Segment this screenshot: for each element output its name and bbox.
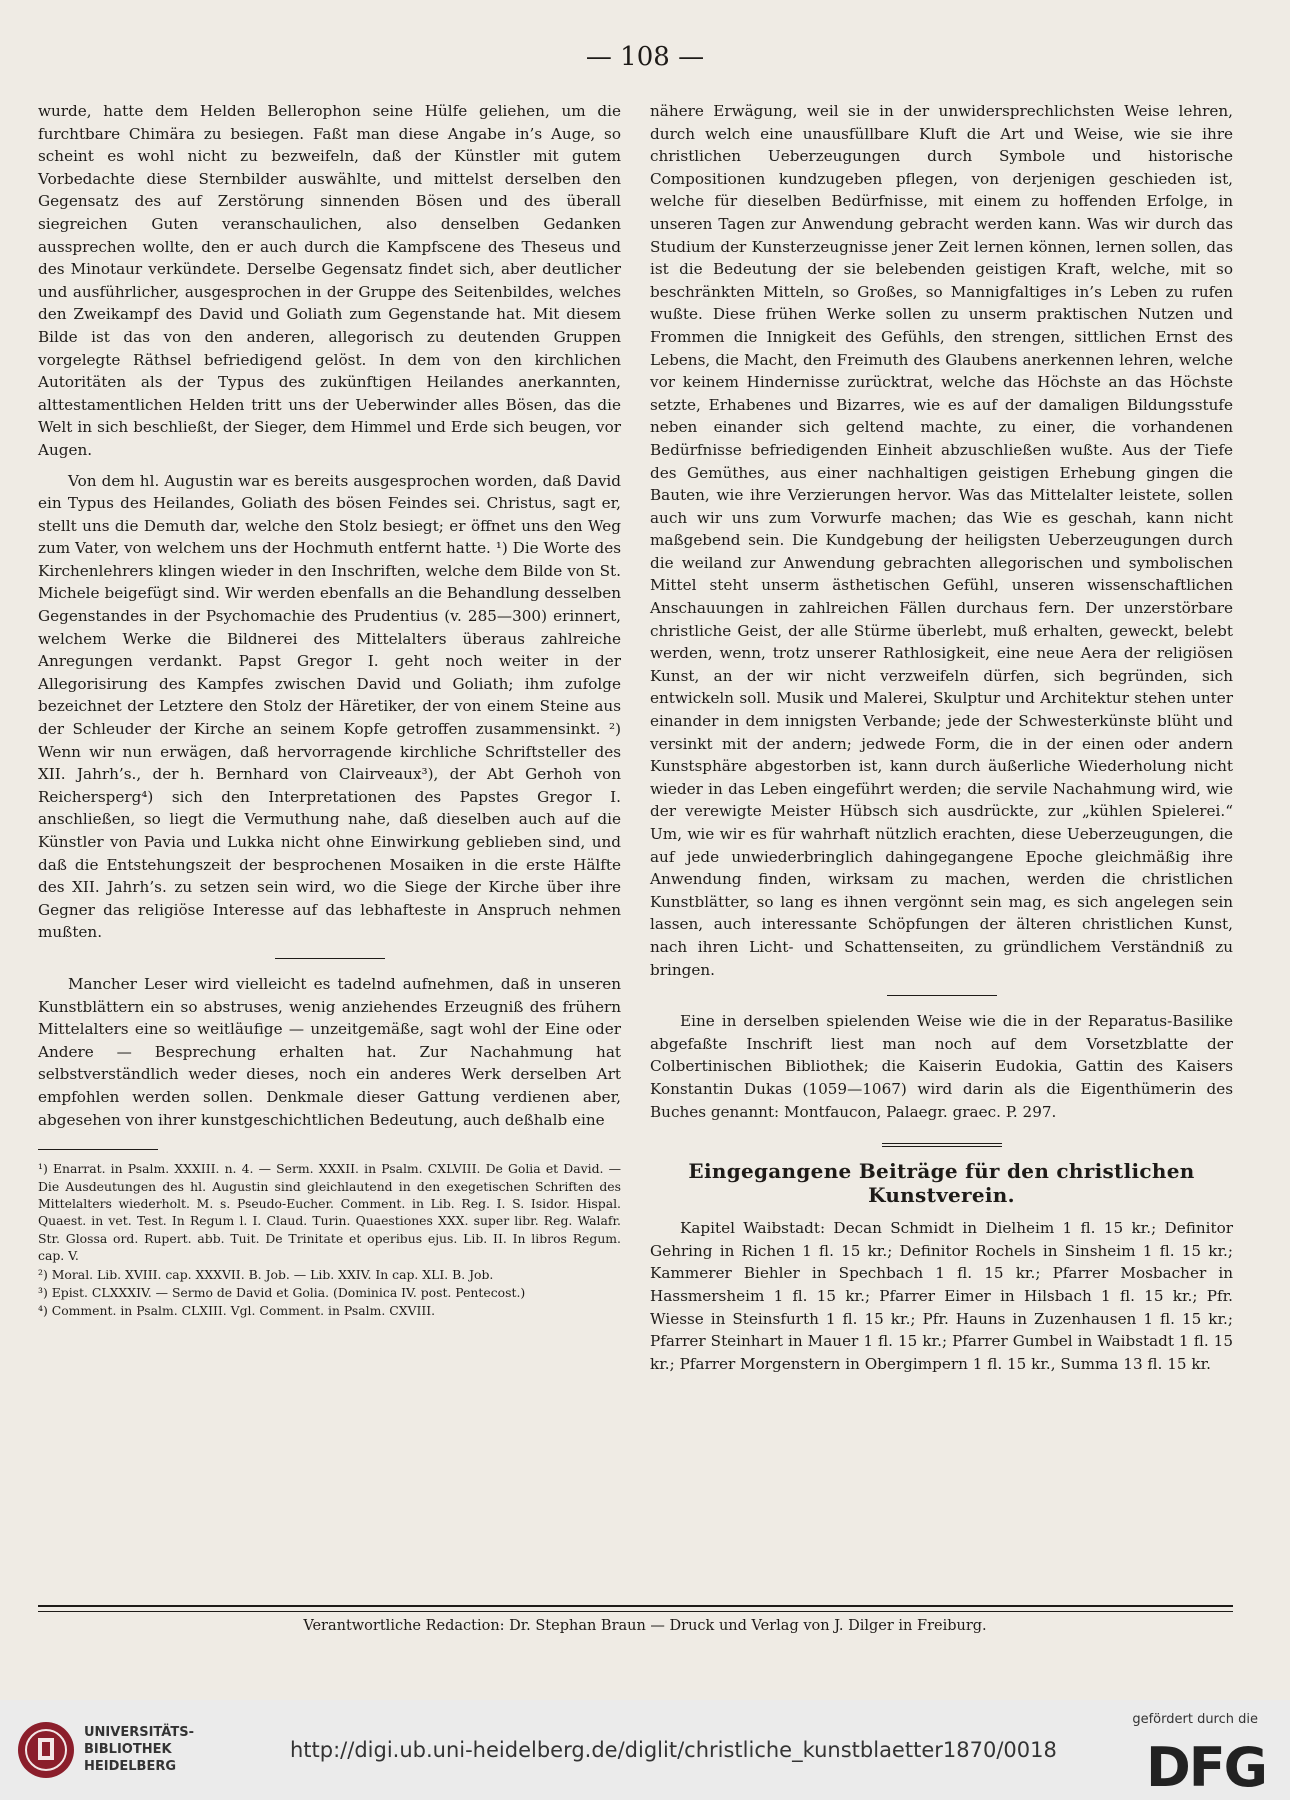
section-heading: Eingegangene Beiträge für den christlichen Kunstverein. [688, 1159, 1195, 1208]
footnote-4: ⁴) Comment. in Psalm. CLXIII. Vgl. Comment. in Psalm. CXVIII. [38, 1303, 436, 1319]
section-separator [887, 995, 997, 996]
left-paragraph-3: Mancher Leser wird vielleicht es tadelnd aufnehmen, daß in unseren Kunstblättern ein so abstruses, wenig anziehendes Erzeugniß des frühern Mittelalters eine so weitläufige — unzeitgemäße, sagt wohl der Eine oder Andere — Besprechung erhalten hat. Zur Nachahmung hat selbstverständlich weder dieses, noch ein anderes Werk derselben Art empfohlen werden sollen. Denkmale dieser Gattung verdienen aber, abgesehen von ihrer kunstgeschichtlichen Bedeutung, auch deßhalb eine [38, 974, 621, 1129]
right-paragraph-1: nähere Erwägung, weil sie in der unwidersprechlichsten Weise lehren, durch welch eine unausfüllbare Kluft die Art und Weise, wie sie ihre christlichen Ueberzeugungen durch Symbole und historische Compositionen kundzugeben pflegen, von derjenigen geschieden ist, welche für dieselben Bedürfnisse, mit einem zu hoffenden Erfolge, in unseren Tagen zur Anwendung gebracht werden kann. Was wir durch das Studium der Kunsterzeugnisse jener Zeit lernen können, lernen sollen, das ist die Bedeutung der sie belebenden geistigen Kraft, welche, mit so beschränkten Mitteln, so Großes, so Mannigfaltiges in’s Leben zu rufen wußte. Diese frühen Werke sollen zu unserm praktischen Nutzen und Frommen die Innigkeit des Gefühls, den strengen, sittlichen Ernst des Lebens, die Macht, den Freimuth des Glaubens anerkennen lehren, welche vor keinem Hindernisse zurücktrat, welche das Höchste an das Höchste setzte, Erhabenes und Bizarres, wie es auf der damaligen Bildungsstufe neben einander sich geltend machte, zu einer, die vorhandenen Bedürfnisse befriedigenden Einheit abzuschließen wußte. Aus der Tiefe des Gemüthes, aus einer nachhaltigen geistigen Erhebung gingen die Bauten, wie ihre Verzierungen hervor. Was das Mittelalter leistete, sollen auch wir uns zum Vorwurfe machen; das Wie es geschah, kann nicht maßgebend sein. Die Kundgebung der heiligsten Ueberzeugungen durch die weiland zur Anwendung gebrachten allegorischen und symbolischen Mittel steht unserm ästhetischen Gefühl, unseren wissenschaftlichen Anschauungen in zahlreichen Fällen durchaus fern. Der unzerstörbare christliche Geist, der alle Stürme überlebt, muß erhalten, geweckt, belebt werden, wenn, trotz unserer Rathlosigkeit, eine neue Aera der religiösen Kunst, an der wir nicht verzweifeln dürfen, sich begründen, sich entwickeln soll. Musik und Malerei, Skulptur und Architektur stehen unter einander in dem innigsten Verbande; jede der Schwesterkünste blüht und versinkt mit der andern; jedwede Form, die in der einen oder andern Kunstsphäre abgestorben ist, kann durch äußerliche Wiederholung nicht wieder in das Leben eingeführt werden; die servile Nachahmung wird, wie der verewigte Meister Hübsch sich ausdrückte, zur „kühlen Spielerei.“ Um, wie wir es für wahrhaft nützlich erachten, diese Ueberzeugungen, die auf jede unwiederbringlich dahingegangene Epoche gleichmäßig ihre Anwendung finden, wirksam zu machen, werden die christlichen Kunstblätter, so lang es ihnen vergönnt sein mag, es sich angelegen sein lassen, auch interessante Schöpfungen der älteren christlichen Kunst, nach ihren Licht- und Schattenseiten, zu gründlichem Verständniß zu bringen. [650, 102, 1233, 979]
contributions-list: Kapitel Waibstadt: Decan Schmidt in Dielheim 1 fl. 15 kr.; Definitor Gehring in Richen 1 fl. 15 kr.; Definitor Rochels in Sinsheim 1 fl. 15 kr.; Kammerer Biehler in Spechbach 1 fl. 15 kr.; Pfarrer Mosbacher in Hassmersheim 1 fl. 15 kr.; Pfarrer Eimer in Hilsbach 1 fl. 15 kr.; Pfr. Wiesse in Steinsfurth 1 fl. 15 kr.; Pfr. Hauns in Zuzenhausen 1 fl. 15 kr.; Pfarrer Steinhart in Mauer 1 fl. 15 kr.; Pfarrer Gumbel in Waibstadt 1 fl. 15 kr.; Pfarrer Morgenstern in Obergimpern 1 fl. 15 kr., Summa 13 fl. 15 kr. [650, 1219, 1233, 1373]
double-rule [882, 1143, 1002, 1147]
left-paragraph-1: wurde, hatte dem Helden Bellerophon seine Hülfe geliehen, um die furchtbare Chimära zu besiegen. Faßt man diese Angabe in’s Auge, so scheint es wohl nicht zu bezweifeln, daß der Künstler mit gutem Vorbedachte diese Sternbilder auswählte, und mittelst derselben den Gegensatz des auf Zerstörung sinnenden Bösen und des überall siegreichen Guten veranschaulichen, also denselben Gedanken aussprechen wollte, den er auch durch die Kampfscene des Theseus und des Minotaur verkündete. Derselbe Gegensatz findet sich, aber deutlicher und ausführlicher, ausgesprochen in der Gruppe des Seitenbildes, welches den Zweikampf des David und Goliath zum Gegenstande hat. Mit diesem Bilde ist das von den anderen, allegorisch zu deutenden Gruppen vorgelegte Räthsel befriedigend gelöst. In dem von den kirchlichen Autoritäten als der Typus des zukünftigen Heilandes anerkannten, alttestamentlichen Helden tritt uns der Ueberwinder alles Bösen, das die Welt in sich beschließt, der Sieger, dem Himmel und Erde sich beugen, vor Augen. [38, 102, 621, 459]
permalink-url[interactable]: http://digi.ub.uni-heidelberg.de/diglit/christliche_kunstblaetter1870/0018 [290, 1738, 1057, 1762]
bottom-rule-thick [38, 1605, 1233, 1607]
library-line-2: BIBLIOTHEK [84, 1742, 172, 1757]
page-number: — 108 — [585, 42, 705, 72]
footnote-3: ³) Epist. CLXXXIV. — Sermo de David et Golia. (Dominica IV. post. Pentecost.) [38, 1284, 526, 1300]
footnote-1: ¹) Enarrat. in Psalm. XXXIII. n. 4. — Serm. XXXII. in Psalm. CXLVIII. De Golia et David. — Die Ausdeutungen des hl. Augustin sind gleichlautend in den exegetischen Schriften des Mittelalters wiederholt. M. s. Pseudo-Eucher. Comment. in Lib. Reg. I. S. Isidor. Hispal. Quaest. in vet. Test. In Regum l. I. Claud. Turin. Quaestiones XXX. super libr. Reg. Walafr. Str. Glossa ord. Rupert. abb. Tuit. De Trinitate et operibus ejus. Lib. II. In libros Regum. cap. V. [38, 1161, 621, 1264]
left-column [38, 100, 621, 1321]
footnote-rule [38, 1149, 158, 1150]
right-paragraph-2: Eine in derselben spielenden Weise wie die in der Reparatus-Basilike abgefaßte Inschrift liest man noch auf dem Vorsetzblatte der Colbertinischen Bibliothek; die Kaiserin Eudokia, Gattin des Kaisers Konstantin Dukas (1059—1067) wird darin als die Eigenthümerin des Buches genannt: Montfaucon, Palaegr. graec. P. 297. [650, 1012, 1233, 1121]
section-separator [275, 958, 385, 959]
sponsor-text: gefördert durch die [1132, 1712, 1258, 1727]
library-line-3: HEIDELBERG [84, 1759, 177, 1774]
library-line-1: UNIVERSITÄTS- [84, 1725, 194, 1740]
right-column [650, 100, 1233, 1383]
bottom-rule-thin [38, 1611, 1233, 1612]
footnote-2: ²) Moral. Lib. XVIII. cap. XXXVII. B. Job. — Lib. XXIV. In cap. XLI. B. Job. [38, 1266, 494, 1282]
imprint-line: Verantwortliche Redaction: Dr. Stephan Braun — Druck und Verlag von J. Dilger in Freiburg. [303, 1618, 987, 1634]
viewer-footer [0, 1700, 1290, 1800]
left-paragraph-2: Von dem hl. Augustin war es bereits ausgesprochen worden, daß David ein Typus des Heilandes, Goliath des bösen Feindes sei. Christus, sagt er, stellt uns die Demuth dar, welche den Stolz besiegt; er öffnet uns den Weg zum Vater, von welchem uns der Hochmuth entfernt hatte. ¹) Die Worte des Kirchenlehrers klingen wieder in den Inschriften, welche dem Bilde von St. Michele beigefügt sind. Wir werden ebenfalls an die Behandlung desselben Gegenstandes in der Psychomachie des Prudentius (v. 285—300) erinnert, welchem Werke die Bildnerei des Mittelalters überaus zahlreiche Anregungen verdankt. Papst Gregor I. geht noch weiter in der Allegorisirung des Kampfes zwischen David und Goliath; ihm zufolge bezeichnet der Letztere den Stolz der Häretiker, der von einem Steine aus der Schleuder der Kirche an seinem Kopfe getroffen zusammensinkt. ²) Wenn wir nun erwägen, daß hervorragende kirchliche Schriftsteller des XII. Jahrh’s., der h. Bernhard von Clairveaux³), der Abt Gerhoh von Reichersperg⁴) sich den Interpretationen des Papstes Gregor I. anschließen, so liegt die Vermuthung nahe, daß dieselben auch auf die Künstler von Pavia und Lukka nicht ohne Einwirkung geblieben sind, und daß die Entstehungszeit der besprochenen Mosaiken in die erste Hälfte des XII. Jahrh’s. zu setzen sein wird, wo die Siege der Kirche über ihre Gegner das religiöse Interesse auf das lebhafteste in Anspruch nehmen mußten. [38, 471, 621, 942]
dfg-logo[interactable]: DFG [1145, 1736, 1266, 1799]
library-name[interactable] [84, 1724, 194, 1775]
university-seal-icon[interactable] [16, 1720, 76, 1780]
